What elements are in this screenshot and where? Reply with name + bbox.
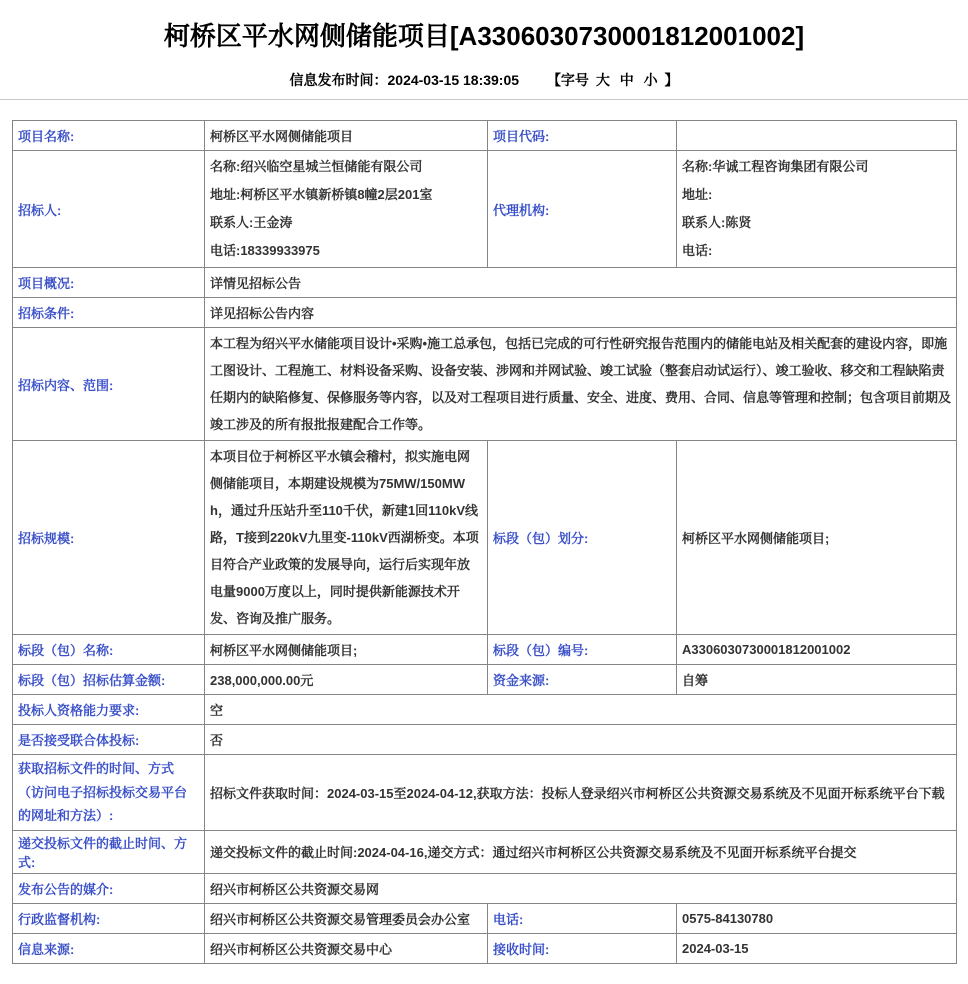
- field-label: 行政监督机构:: [13, 903, 205, 933]
- row-document-obtain: [13, 755, 957, 831]
- field-label: 标段（包）招标估算金额:: [13, 665, 205, 695]
- field-value: 自筹: [677, 665, 957, 695]
- row-bid-content-scope: [13, 328, 957, 441]
- field-label: 项目代码:: [488, 121, 677, 151]
- font-size-small-button[interactable]: 小: [643, 72, 658, 88]
- row-info-source: [13, 933, 957, 963]
- project-info-table: [12, 120, 957, 964]
- field-value: 递交投标文件的截止时间:2024-04-16,递交方式：通过绍兴市柯桥区公共资源交易系统及不见面开标系统平台提交: [205, 830, 957, 873]
- scale-text: 本项目位于柯桥区平水镇会稽村，拟实施电网侧储能项目，本期建设规模为75MW/150MWh，通过升压站升至110千伏，新建1回110kV线路，T接到220kV九里变-110kV西湖桥变。本项目符合产业政策的发展导向，运行后实现年放电量9000万度以上，同时提供新能源技术开发、咨询及推广服务。: [210, 449, 479, 626]
- field-label: 是否接受联合体投标:: [13, 725, 205, 755]
- field-value: 绍兴市柯桥区公共资源交易网: [205, 873, 957, 903]
- field-value: [205, 328, 957, 441]
- field-value: 绍兴市柯桥区公共资源交易管理委员会办公室: [205, 903, 488, 933]
- field-value: 0575-84130780: [677, 903, 957, 933]
- field-value: [677, 151, 957, 268]
- field-label: 电话:: [488, 903, 677, 933]
- field-label: 接收时间:: [488, 933, 677, 963]
- scope-text: 本工程为绍兴平水储能项目设计•采购•施工总承包，包括已完成的可行性研究报告范围内的储能电站及相关配套的建设内容，即施工图设计、工程施工、材料设备采购、设备安装、涉网和并网试验、竣工试验（整套启动试运行）、竣工验收、移交和工程缺陷责任期内的缺陷修复、保修服务等内容，以及对工程项目进行质量、安全、进度、费用、合同、信息等管理和控制；包含项目前期及竣工涉及的所有报批报建配合工作等。: [210, 336, 952, 432]
- field-label: 项目概况:: [13, 268, 205, 298]
- field-label: 资金来源:: [488, 665, 677, 695]
- field-label: 发布公告的媒介:: [13, 873, 205, 903]
- field-value: [205, 441, 488, 635]
- field-value: 招标文件获取时间：2024-03-15至2024-04-12,获取方法：投标人登录绍兴市柯桥区公共资源交易系统及不见面开标系统平台下载: [205, 755, 957, 831]
- field-value: 柯桥区平水网侧储能项目;: [677, 441, 957, 635]
- field-value: A3306030730001812001002: [677, 635, 957, 665]
- font-size-prefix: 【字号: [546, 72, 589, 88]
- field-value: 否: [205, 725, 957, 755]
- font-size-control: [547, 70, 679, 90]
- row-project-name: [13, 121, 957, 151]
- row-bid-scale: [13, 441, 957, 635]
- row-bidder: [13, 151, 957, 268]
- field-label: 标段（包）编号:: [488, 635, 677, 665]
- font-size-medium-button[interactable]: 中: [619, 72, 634, 88]
- field-label: 招标条件:: [13, 298, 205, 328]
- field-label: [13, 755, 205, 831]
- field-value: [205, 151, 488, 268]
- field-value: 238,000,000.00元: [205, 665, 488, 695]
- obtain-label-text: 获取招标文件的时间、方式（访问电子招标投标交易平台的网址和方法）:: [18, 761, 188, 823]
- field-label: 信息来源:: [13, 933, 205, 963]
- font-size-suffix: 】: [664, 72, 679, 88]
- field-value: 详见招标公告内容: [205, 298, 957, 328]
- field-value: 详情见招标公告: [205, 268, 957, 298]
- bidder-address: 地址:柯桥区平水镇新桥镇8幢2层201室: [210, 187, 433, 202]
- publish-time-value: 2024-03-15 18:39:05: [387, 72, 520, 88]
- row-submission-deadline: [13, 830, 957, 873]
- field-label: 标段（包）名称:: [13, 635, 205, 665]
- field-label: 招标规模:: [13, 441, 205, 635]
- row-supervision-agency: [13, 903, 957, 933]
- agency-address: 地址:: [682, 187, 713, 202]
- field-value: 柯桥区平水网侧储能项目: [205, 121, 488, 151]
- agency-name: 名称:华诚工程咨询集团有限公司: [682, 159, 869, 174]
- field-value: 柯桥区平水网侧储能项目;: [205, 635, 488, 665]
- font-size-large-button[interactable]: 大: [595, 72, 610, 88]
- field-label: 递交投标文件的截止时间、方式:: [13, 830, 205, 873]
- field-value: 2024-03-15: [677, 933, 957, 963]
- page-title: 柯桥区平水网侧储能项目[A3306030730001812001002]: [163, 21, 805, 51]
- row-section-name: [13, 635, 957, 665]
- agency-contact: 联系人:陈贤: [682, 215, 752, 230]
- field-value: 绍兴市柯桥区公共资源交易中心: [205, 933, 488, 963]
- field-label: 招标人:: [13, 151, 205, 268]
- table-container: [0, 100, 968, 984]
- bidder-phone: 电话:18339933975: [210, 243, 320, 258]
- field-label: 代理机构:: [488, 151, 677, 268]
- publish-time-label: 信息发布时间：: [289, 72, 388, 88]
- field-label: 招标内容、范围:: [13, 328, 205, 441]
- field-label: 投标人资格能力要求:: [13, 695, 205, 725]
- row-bid-conditions: [13, 298, 957, 328]
- row-project-overview: [13, 268, 957, 298]
- row-consortium-bid: [13, 725, 957, 755]
- bidder-name: 名称:绍兴临空星城兰恒储能有限公司: [210, 159, 423, 174]
- row-announcement-media: [13, 873, 957, 903]
- row-estimate-amount: [13, 665, 957, 695]
- field-label: 标段（包）划分:: [488, 441, 677, 635]
- agency-phone: 电话:: [682, 243, 713, 258]
- field-value: [677, 121, 957, 151]
- meta-line: [0, 70, 968, 90]
- field-value: 空: [205, 695, 957, 725]
- field-label: 项目名称:: [13, 121, 205, 151]
- row-qualification-requirements: [13, 695, 957, 725]
- bidder-contact: 联系人:王金涛: [210, 215, 293, 230]
